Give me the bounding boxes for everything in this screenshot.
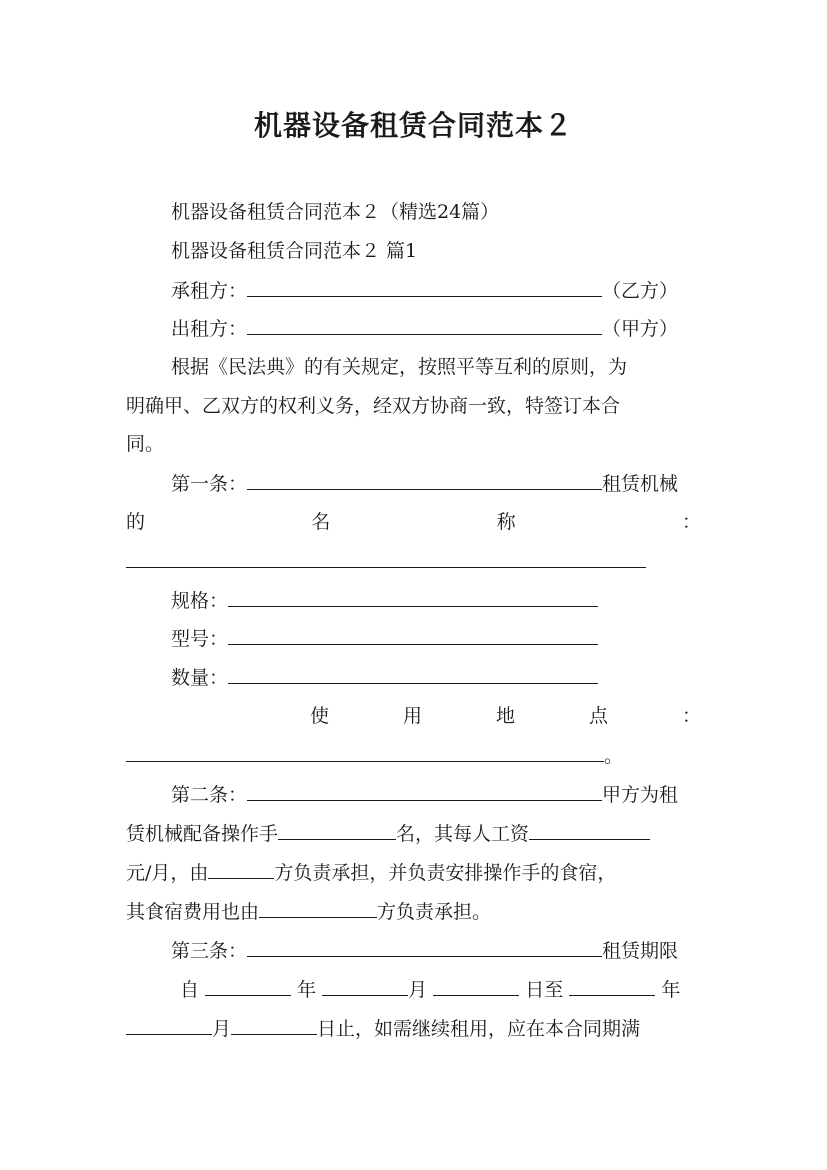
- model-blank[interactable]: [228, 626, 598, 645]
- article1-blank[interactable]: [247, 471, 602, 490]
- lessor-line: [171, 316, 701, 341]
- model-line: [171, 626, 701, 651]
- location-char: 用: [402, 705, 422, 727]
- spec-line: [171, 588, 701, 613]
- article1-line-1: [171, 471, 701, 496]
- board-party-blank[interactable]: [259, 899, 377, 918]
- name-char: ：: [681, 511, 701, 533]
- start-day-blank[interactable]: [433, 977, 519, 996]
- article3-text: 日至: [525, 979, 564, 1001]
- article3-text: 自: [180, 979, 200, 1001]
- intro-line-2: 明确甲、乙双方的权利义务，经双方协商一致，特签订本合: [126, 395, 621, 417]
- article2-blank[interactable]: [247, 782, 602, 801]
- article3-suffix: 租赁期限: [602, 940, 679, 962]
- location-blank-line: [126, 743, 701, 768]
- article2-text: 方负责承担，并负责安排操作手的食宿，: [274, 862, 617, 884]
- lessee-blank[interactable]: [247, 278, 602, 297]
- article2-line-2: [126, 821, 701, 846]
- article2-suffix: 甲方为租: [602, 784, 679, 806]
- article2-line-4: [126, 899, 701, 924]
- article3-text: 年: [297, 979, 317, 1001]
- model-label: 型号：: [171, 628, 229, 650]
- location-line: [310, 704, 701, 728]
- name-blank[interactable]: [126, 549, 646, 568]
- article3-text: 月: [408, 979, 428, 1001]
- end-month-blank[interactable]: [126, 1016, 212, 1035]
- location-char: 点: [588, 705, 608, 727]
- spec-blank[interactable]: [228, 588, 598, 607]
- end-day-blank[interactable]: [231, 1016, 317, 1035]
- intro-line-1: 根据《民法典》的有关规定，按照平等互利的原则，为: [171, 356, 628, 378]
- lessor-suffix: （甲方）: [602, 318, 679, 340]
- lessor-label: 出租方：: [171, 318, 248, 340]
- lessor-blank[interactable]: [247, 316, 602, 335]
- start-month-blank[interactable]: [322, 977, 408, 996]
- wage-party-blank[interactable]: [208, 860, 274, 879]
- location-blank[interactable]: [126, 743, 604, 762]
- article2-text: 方负责承担。: [377, 901, 492, 923]
- article2-text: 名，其每人工资: [396, 823, 530, 845]
- name-char: 称: [496, 511, 516, 533]
- location-char: ：: [681, 705, 701, 727]
- intro-line-3: 同。: [126, 433, 165, 455]
- subtitle: 机器设备租赁合同范本２（精选24篇）: [171, 201, 500, 223]
- article1-suffix: 租赁机械: [602, 473, 679, 495]
- lessee-suffix: （乙方）: [602, 280, 679, 302]
- name-char: 名: [311, 511, 331, 533]
- article2-label: 第二条：: [171, 784, 248, 806]
- article3-text: 月: [212, 1018, 232, 1040]
- location-end: 。: [604, 745, 624, 767]
- article1-name-line: [126, 510, 701, 534]
- article3-text: 日止，如需继续租用，应在本合同期满: [317, 1018, 641, 1040]
- start-year-blank[interactable]: [205, 977, 291, 996]
- quantity-blank[interactable]: [228, 665, 598, 684]
- article3-text: 年: [661, 979, 681, 1001]
- name-char: 的: [126, 511, 146, 533]
- location-char: 地: [495, 705, 515, 727]
- operator-count-blank[interactable]: [278, 821, 396, 840]
- section-heading: 机器设备租赁合同范本２ 篇1: [171, 240, 418, 262]
- wage-blank[interactable]: [529, 821, 650, 840]
- document-title: 机器设备租赁合同范本２: [253, 109, 573, 142]
- article3-label: 第三条：: [171, 940, 248, 962]
- end-year-blank[interactable]: [569, 977, 655, 996]
- article3-blank[interactable]: [247, 938, 602, 957]
- article3-line-2: [180, 977, 701, 1002]
- article2-text: 赁机械配备操作手: [126, 823, 279, 845]
- location-char: 使: [310, 705, 330, 727]
- article3-line-3: [126, 1016, 701, 1041]
- article2-line-1: [171, 782, 701, 807]
- article2-line-3: [126, 860, 701, 885]
- article2-text: 其食宿费用也由: [126, 901, 260, 923]
- name-blank-line: [126, 549, 701, 574]
- lessee-line: [171, 278, 701, 303]
- quantity-line: [171, 665, 701, 690]
- lessee-label: 承租方：: [171, 280, 248, 302]
- spec-label: 规格：: [171, 590, 229, 612]
- article3-line-1: [171, 938, 701, 963]
- quantity-label: 数量：: [171, 667, 229, 689]
- article1-label: 第一条：: [171, 473, 248, 495]
- article2-text: 元/月，由: [126, 862, 209, 884]
